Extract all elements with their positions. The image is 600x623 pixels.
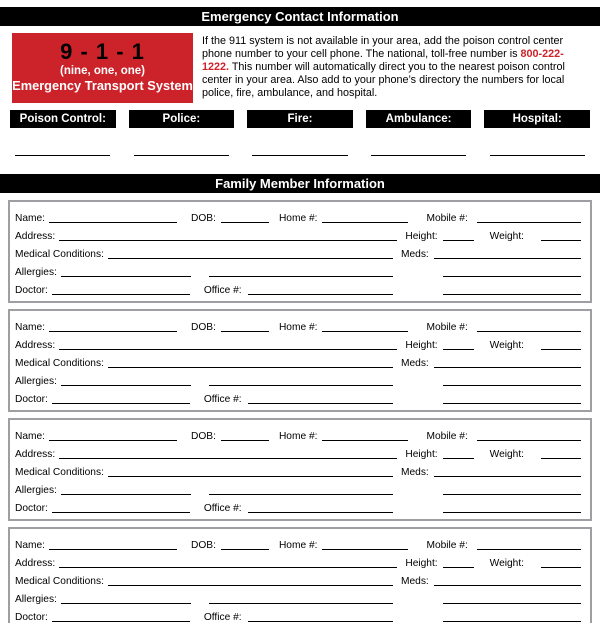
- mobile-phone-label: Mobile #:: [426, 540, 468, 551]
- contact-label-box: [129, 110, 235, 128]
- member-row-allergies: [15, 587, 581, 605]
- dob-label: DOB:: [191, 213, 216, 224]
- doctor-blank-line: [52, 621, 190, 622]
- allergies-extra-blank-line: [209, 603, 393, 604]
- medical-conditions-label: Medical Conditions:: [15, 249, 104, 260]
- member-row-medical: [15, 569, 581, 587]
- home-phone-blank-line: [322, 440, 408, 441]
- address-blank-line: [59, 240, 397, 241]
- allergies-extra-blank-line: [209, 385, 393, 386]
- meds-continuation-group: [401, 403, 581, 405]
- weight-blank-line: [541, 567, 581, 568]
- intro-paragraph: [202, 33, 590, 103]
- meds-continuation-group: [401, 603, 581, 605]
- address-label: Address:: [15, 340, 56, 351]
- home-phone-label: Home #:: [278, 431, 318, 442]
- dob-blank-line: [221, 331, 269, 332]
- address-label: Address:: [15, 231, 56, 242]
- address-label: Address:: [15, 558, 56, 569]
- weight-blank-line: [541, 240, 581, 241]
- address-blank-line: [59, 567, 397, 568]
- contact-blank-line: [371, 155, 466, 156]
- member-row-address: [15, 224, 581, 242]
- medical-conditions-blank-line: [108, 476, 393, 477]
- contact-label-box: [10, 110, 116, 128]
- meds-label: Meds:: [401, 467, 429, 478]
- member-row-allergies: [15, 369, 581, 387]
- poison-control-phone-number: 800-222-1222.: [202, 48, 564, 73]
- dob-label: DOB:: [191, 431, 216, 442]
- contacts-row: [10, 110, 590, 128]
- allergies-extra-blank-line: [209, 276, 393, 277]
- badge-911-number: 9 - 1 - 1: [60, 39, 145, 64]
- meds-continuation-group: [401, 385, 581, 387]
- name-label: Name:: [15, 540, 46, 551]
- office-phone-label: Office #:: [203, 394, 242, 405]
- weight-label: Weight:: [489, 231, 524, 242]
- allergies-blank-line: [61, 276, 191, 277]
- meds-group: [401, 467, 581, 478]
- name-blank-line: [49, 440, 177, 441]
- intro-text-after: This number will automatically direct you to the nearest poison control center in your area. Also add to your phone’s directory the numbers for local police, fire, ambulance, and hospital.: [202, 61, 565, 99]
- member-block: [8, 527, 592, 623]
- meds-continuation-blank-line: [443, 512, 581, 513]
- contact-label: Fire:: [287, 113, 313, 125]
- office-phone-blank-line: [248, 403, 393, 404]
- mobile-phone-blank-line: [477, 549, 581, 550]
- doctor-label: Doctor:: [15, 503, 48, 514]
- height-label: Height:: [405, 231, 438, 242]
- meds-continuation-group: [401, 294, 581, 296]
- height-label: Height:: [405, 558, 438, 569]
- contact-line-cell: [366, 155, 472, 156]
- meds-group: [401, 249, 581, 260]
- meds-label: Meds:: [401, 358, 429, 369]
- member-row-address: [15, 442, 581, 460]
- doctor-label: Doctor:: [15, 285, 48, 296]
- member-row-medical: [15, 460, 581, 478]
- meds-continuation-blank-line: [443, 494, 581, 495]
- height-label: Height:: [405, 449, 438, 460]
- member-row-name: [15, 206, 581, 224]
- member-row-doctor: [15, 496, 581, 514]
- member-row-doctor: [15, 605, 581, 623]
- allergies-label: Allergies:: [15, 594, 57, 605]
- contact-label: Poison Control:: [19, 113, 106, 125]
- weight-blank-line: [541, 349, 581, 350]
- member-row-medical: [15, 351, 581, 369]
- meds-group: [401, 576, 581, 587]
- badge-911: [12, 33, 193, 103]
- address-blank-line: [59, 349, 397, 350]
- medical-conditions-label: Medical Conditions:: [15, 358, 104, 369]
- meds-continuation-blank-line: [443, 403, 581, 404]
- member-row-medical: [15, 242, 581, 260]
- meds-continuation-blank-line: [443, 385, 581, 386]
- allergies-label: Allergies:: [15, 376, 57, 387]
- mobile-phone-label: Mobile #:: [426, 431, 468, 442]
- member-block: [8, 309, 592, 412]
- height-blank-line: [443, 349, 474, 350]
- height-blank-line: [443, 240, 474, 241]
- meds-continuation-blank-line: [443, 603, 581, 604]
- home-phone-blank-line: [322, 331, 408, 332]
- office-phone-blank-line: [248, 621, 393, 622]
- meds-continuation-group: [401, 276, 581, 278]
- weight-blank-line: [541, 458, 581, 459]
- meds-blank-line: [434, 258, 581, 259]
- mobile-phone-label: Mobile #:: [426, 322, 468, 333]
- dob-blank-line: [221, 440, 269, 441]
- contact-label-box: [484, 110, 590, 128]
- allergies-blank-line: [61, 494, 191, 495]
- contact-label-box: [247, 110, 353, 128]
- member-row-name: [15, 315, 581, 333]
- member-row-doctor: [15, 387, 581, 405]
- contact-blank-line: [490, 155, 585, 156]
- weight-label: Weight:: [489, 449, 524, 460]
- mobile-phone-label: Mobile #:: [426, 213, 468, 224]
- member-row-name: [15, 533, 581, 551]
- meds-continuation-group: [401, 512, 581, 514]
- meds-blank-line: [434, 367, 581, 368]
- meds-blank-line: [434, 585, 581, 586]
- family-section-title: Family Member Information: [0, 174, 600, 193]
- contact-line-cell: [129, 155, 235, 156]
- doctor-label: Doctor:: [15, 394, 48, 405]
- name-label: Name:: [15, 431, 46, 442]
- doctor-blank-line: [52, 403, 190, 404]
- member-block: [8, 418, 592, 521]
- meds-continuation-blank-line: [443, 621, 581, 622]
- office-phone-label: Office #:: [203, 503, 242, 514]
- meds-continuation-group: [401, 494, 581, 496]
- height-label: Height:: [405, 340, 438, 351]
- office-phone-label: Office #:: [203, 285, 242, 296]
- name-blank-line: [49, 222, 177, 223]
- badge-911-system: Emergency Transport System: [12, 78, 193, 93]
- contact-label: Hospital:: [512, 113, 562, 125]
- intro-section: [12, 33, 590, 103]
- doctor-label: Doctor:: [15, 612, 48, 623]
- office-phone-blank-line: [248, 294, 393, 295]
- doctor-blank-line: [52, 294, 190, 295]
- member-row-name: [15, 424, 581, 442]
- allergies-extra-blank-line: [209, 494, 393, 495]
- member-row-address: [15, 551, 581, 569]
- home-phone-blank-line: [322, 549, 408, 550]
- contact-blank-line: [15, 155, 110, 156]
- mobile-phone-blank-line: [477, 222, 581, 223]
- medical-conditions-blank-line: [108, 258, 393, 259]
- mobile-phone-blank-line: [477, 440, 581, 441]
- medical-conditions-blank-line: [108, 367, 393, 368]
- mobile-phone-blank-line: [477, 331, 581, 332]
- allergies-label: Allergies:: [15, 267, 57, 278]
- member-blocks: [0, 200, 600, 623]
- contact-label: Ambulance:: [385, 113, 452, 125]
- home-phone-label: Home #:: [278, 213, 318, 224]
- contact-line-cell: [484, 155, 590, 156]
- medical-conditions-label: Medical Conditions:: [15, 576, 104, 587]
- meds-continuation-blank-line: [443, 294, 581, 295]
- height-blank-line: [443, 567, 474, 568]
- dob-label: DOB:: [191, 322, 216, 333]
- medical-conditions-label: Medical Conditions:: [15, 467, 104, 478]
- medical-conditions-blank-line: [108, 585, 393, 586]
- contact-label: Police:: [162, 113, 201, 125]
- member-block: [8, 200, 592, 303]
- dob-blank-line: [221, 549, 269, 550]
- weight-label: Weight:: [489, 340, 524, 351]
- weight-label: Weight:: [489, 558, 524, 569]
- meds-group: [401, 358, 581, 369]
- allergies-label: Allergies:: [15, 485, 57, 496]
- contact-label-box: [366, 110, 472, 128]
- allergies-blank-line: [61, 603, 191, 604]
- home-phone-label: Home #:: [278, 540, 318, 551]
- intro-text-before: If the 911 system is not available in your area, add the poison control center phone number to your cell phone. The national, toll-free number is: [202, 35, 564, 60]
- name-label: Name:: [15, 322, 46, 333]
- contact-blank-line: [252, 155, 347, 156]
- doctor-blank-line: [52, 512, 190, 513]
- home-phone-label: Home #:: [278, 322, 318, 333]
- member-row-allergies: [15, 478, 581, 496]
- page-title: Emergency Contact Information: [0, 7, 600, 26]
- contact-blank-line: [134, 155, 229, 156]
- name-label: Name:: [15, 213, 46, 224]
- meds-blank-line: [434, 476, 581, 477]
- height-blank-line: [443, 458, 474, 459]
- office-phone-label: Office #:: [203, 612, 242, 623]
- contact-lines-row: [10, 128, 590, 156]
- member-row-allergies: [15, 260, 581, 278]
- home-phone-blank-line: [322, 222, 408, 223]
- dob-label: DOB:: [191, 540, 216, 551]
- dob-blank-line: [221, 222, 269, 223]
- name-blank-line: [49, 331, 177, 332]
- allergies-blank-line: [61, 385, 191, 386]
- meds-label: Meds:: [401, 249, 429, 260]
- address-label: Address:: [15, 449, 56, 460]
- office-phone-blank-line: [248, 512, 393, 513]
- member-row-doctor: [15, 278, 581, 296]
- contact-line-cell: [10, 155, 116, 156]
- meds-label: Meds:: [401, 576, 429, 587]
- badge-911-words: (nine, one, one): [60, 65, 145, 77]
- name-blank-line: [49, 549, 177, 550]
- address-blank-line: [59, 458, 397, 459]
- meds-continuation-blank-line: [443, 276, 581, 277]
- contact-line-cell: [247, 155, 353, 156]
- member-row-address: [15, 333, 581, 351]
